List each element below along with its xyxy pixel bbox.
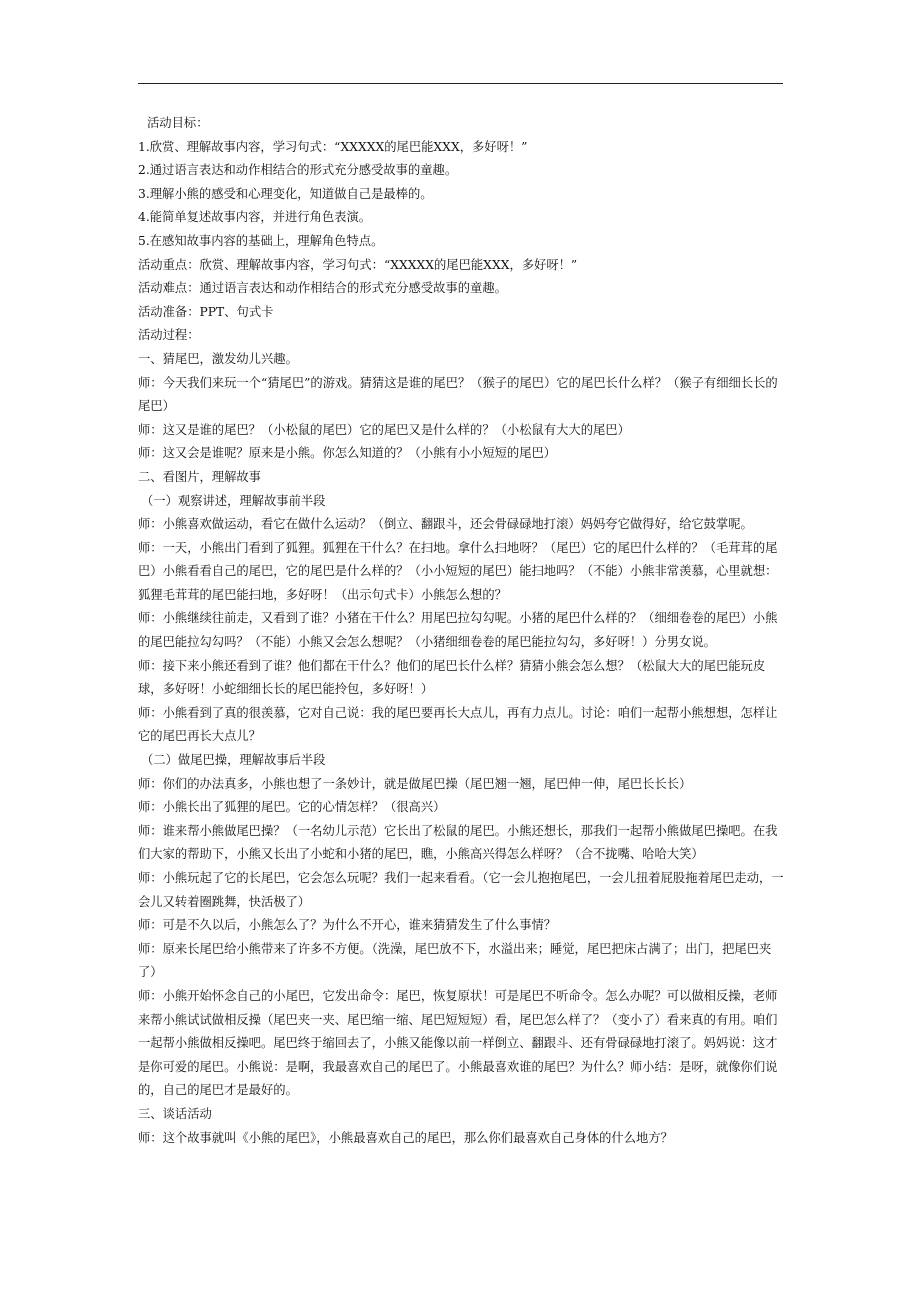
section-heading: 二、看图片，理解故事 [138, 469, 261, 484]
section-heading-process: 活动过程： [138, 328, 200, 343]
paragraph: 师：这又会是谁呢？原来是小熊。你怎么知道的？（小熊有小小短短的尾巴） [138, 446, 557, 461]
paragraph: 师：你们的办法真多，小熊也想了一条妙计，就是做尾巴操（尾巴翘一翘，尾巴伸一伸，尾巴长长长） [138, 776, 692, 791]
key-point: 活动重点：欣赏、理解故事内容，学习句式：“XXXXX的尾巴能XXX，多好呀！” [138, 257, 578, 272]
goal-item: 4.能简单复述故事内容，并进行角色表演。 [138, 210, 372, 225]
paragraph: 师：小熊看到了真的很羡慕，它对自己说：我的尾巴要再长大点儿，再有力点儿。讨论：咱们一起帮小熊想想，怎样让它的尾巴再长大点儿？ [138, 705, 778, 744]
goal-item: 5.在感知故事内容的基础上，理解角色特点。 [138, 233, 384, 248]
paragraph: 师：小熊长出了狐狸的尾巴。它的心情怎样？（很高兴） [138, 800, 446, 815]
paragraph: 师：小熊玩起了它的长尾巴，它会怎么玩呢？我们一起来看看。（它一会儿抱抱尾巴，一会儿扭着屁股拖着尾巴走动，一会儿又转着圈跳舞，快活极了） [138, 871, 784, 909]
section-heading: 三、谈话活动 [138, 1106, 212, 1121]
goal-item: 3.理解小熊的感受和心理变化，知道做自己是最棒的。 [138, 186, 433, 201]
header-rule [138, 83, 783, 84]
difficult-point: 活动难点：通过语言表达和动作相结合的形式充分感受故事的童趣。 [138, 281, 507, 296]
paragraph: 师：这又是谁的尾巴？（小松鼠的尾巴）它的尾巴又是什么样的？（小松鼠有大大的尾巴） [138, 422, 630, 437]
paragraph: 师：小熊喜欢做运动，看它在做什么运动？（倒立、翻跟斗，还会骨碌碌地打滚）妈妈夸它做得好，给它鼓掌呢。 [138, 517, 753, 532]
preparation: 活动准备：PPT、句式卡 [138, 304, 274, 319]
section-heading: 一、猜尾巴，激发幼儿兴趣。 [138, 351, 298, 366]
goal-item: 1.欣赏、理解故事内容，学习句式：“XXXXX的尾巴能XXX，多好呀！” [138, 139, 528, 154]
paragraph: 师：小熊继续往前走，又看到了谁？小猪在干什么？用尾巴拉勾勾呢。小猪的尾巴什么样的？（细细卷卷的尾巴）小熊的尾巴能拉勾勾吗？（不能）小熊又会怎么想呢？（小猪细细卷卷的尾巴能拉勾勾，多好呀！）分男女说。 [138, 611, 778, 650]
paragraph: 师：可是不久以后，小熊怎么了？为什么不开心，谁来猜猜发生了什么事情？ [138, 918, 557, 933]
section-heading-goals: 活动目标： [147, 116, 209, 130]
paragraph: 师：一天，小熊出门看到了狐狸。狐狸在干什么？在扫地。拿什么扫地呀？（尾巴）它的尾巴什么样的？（毛茸茸的尾巴）小熊看看自己的尾巴，它的尾巴是什么样的？（小小短短的尾巴）能扫地吗？（不能）小熊非常羡慕，心里就想：狐狸毛茸茸的尾巴能扫地，多好呀！（出示句式卡）小熊怎么想的？ [138, 540, 778, 602]
paragraph: 师：接下来小熊还看到了谁？他们都在干什么？他们的尾巴长什么样？猜猜小熊会怎么想？（松鼠大大的尾巴能玩皮球，多好呀！小蛇细细长长的尾巴能拎包，多好呀！） [138, 658, 766, 697]
goal-item: 2.通过语言表达和动作相结合的形式充分感受故事的童趣。 [138, 163, 458, 178]
document-body [138, 112, 786, 1150]
paragraph: 师：这个故事就叫《小熊的尾巴》，小熊最喜欢自己的尾巴，那么你们最喜欢自己身体的什么地方？ [138, 1130, 673, 1145]
paragraph: 师：谁来帮小熊做尾巴操？（一名幼儿示范）它长出了松鼠的尾巴。小熊还想长，那我们一起帮小熊做尾巴操吧。在我们大家的帮助下，小熊又长出了小蛇和小猪的尾巴，瞧，小熊高兴得怎么样呀？（合不拢嘴、哈哈大笑） [138, 823, 778, 862]
paragraph: 师：小熊开始怀念自己的小尾巴，它发出命令：尾巴，恢复原状！可是尾巴不听命令。怎么办呢？可以做相反操，老师来帮小熊试试做相反操（尾巴夹一夹、尾巴缩一缩、尾巴短短短）看，尾巴怎么样了？（变小了）看来真的有用。咱们一起帮小熊做相反操吧。尾巴终于缩回去了，小熊又能像以前一样倒立、翻跟斗、还有骨碌碌地打滚了。妈妈说：这才是你可爱的尾巴。小熊说：是啊，我最喜欢自己的尾巴了。小熊最喜欢谁的尾巴？为什么？师小结：是呀，就像你们说的，自己的尾巴才是最好的。 [138, 988, 778, 1098]
subsection-heading: （二）做尾巴操，理解故事后半段 [141, 753, 326, 768]
paragraph: 师：今天我们来玩一个“猜尾巴”的游戏。猜猜这是谁的尾巴？（猴子的尾巴）它的尾巴长什么样？（猴子有细细长长的尾巴） [138, 375, 778, 414]
paragraph: 师：原来长尾巴给小熊带来了许多不方便。（洗澡，尾巴放不下，水溢出来；睡觉，尾巴把床占满了；出门，把尾巴夹了） [138, 941, 772, 980]
subsection-heading: （一）观察讲述，理解故事前半段 [141, 493, 326, 508]
